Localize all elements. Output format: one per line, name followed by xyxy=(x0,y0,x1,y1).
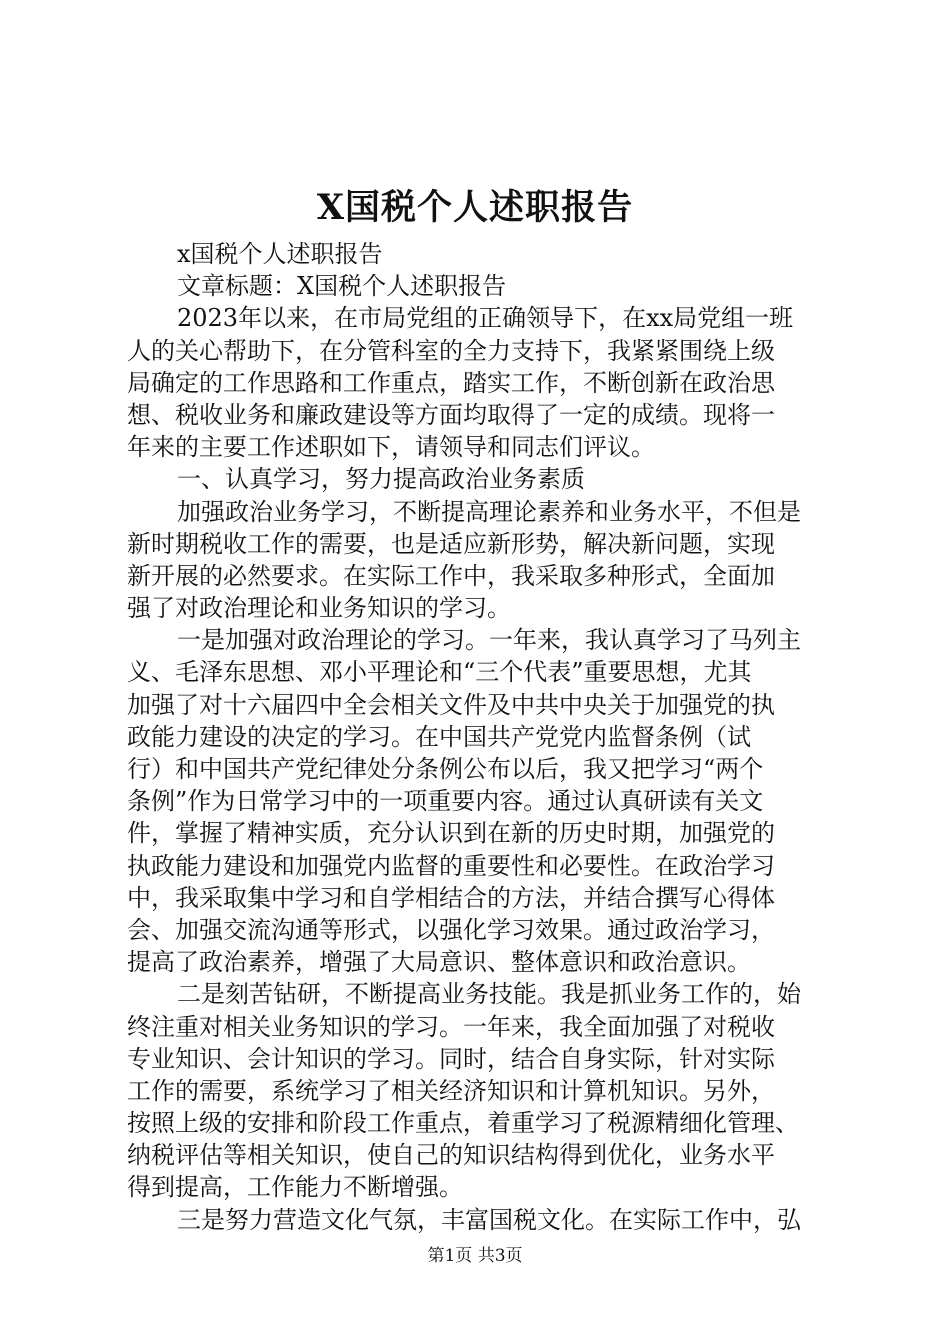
body-line: 二是刻苦钻研，不断提高业务技能。我是抓业务工作的，始 xyxy=(177,980,801,1009)
body-line: 一是加强对政治理论的学习。一年来，我认真学习了马列主 xyxy=(177,626,801,655)
body-line: 执政能力建设和加强党内监督的重要性和必要性。在政治学习 xyxy=(127,851,775,880)
body-line: 年来的主要工作述职如下，请领导和同志们评议。 xyxy=(127,433,655,462)
document-body xyxy=(127,238,827,1236)
body-line: 工作的需要，系统学习了相关经济知识和计算机知识。另外， xyxy=(127,1076,775,1105)
body-line: 专业知识、会计知识的学习。同时，结合自身实际，针对实际 xyxy=(127,1044,775,1073)
body-line: 人的关心帮助下，在分管科室的全力支持下，我紧紧围绕上级 xyxy=(127,336,775,365)
page-footer: 第1页 共3页 xyxy=(427,1246,523,1266)
body-line: 件，掌握了精神实质，充分认识到在新的历史时期，加强党的 xyxy=(127,819,775,848)
body-line: 加强政治业务学习，不断提高理论素养和业务水平，不但是 xyxy=(177,497,801,526)
body-line: 新开展的必然要求。在实际工作中，我采取多种形式，全面加 xyxy=(127,561,775,590)
body-line: 得到提高，工作能力不断增强。 xyxy=(127,1173,463,1202)
body-line: 新时期税收工作的需要，也是适应新形势，解决新问题，实现 xyxy=(127,529,775,558)
body-line: 终注重对相关业务知识的学习。一年来，我全面加强了对税收 xyxy=(127,1012,775,1041)
body-line: 局确定的工作思路和工作重点，踏实工作，不断创新在政治思 xyxy=(127,368,775,397)
body-line: 加强了对十六届四中全会相关文件及中共中央关于加强党的执 xyxy=(127,690,775,719)
body-line: 提高了政治素养，增强了大局意识、整体意识和政治意识。 xyxy=(127,948,751,977)
body-line: 想、税收业务和廉政建设等方面均取得了一定的成绩。现将一 xyxy=(127,400,775,429)
body-line: x国税个人述职报告 xyxy=(177,240,383,268)
body-line: 行）和中国共产党纪律处分条例公布以后，我又把学习“两个 xyxy=(127,755,764,783)
document-title: X国税个人述职报告 xyxy=(316,187,634,228)
body-line: 文章标题：X国税个人述职报告 xyxy=(177,272,507,301)
body-line: 按照上级的安排和阶段工作重点，着重学习了税源精细化管理、 xyxy=(127,1109,799,1138)
body-line: 2023年以来，在市局党组的正确领导下，在xx局党组一班 xyxy=(177,304,794,333)
body-line: 会、加强交流沟通等形式，以强化学习效果。通过政治学习， xyxy=(127,915,775,944)
body-line: 一、认真学习，努力提高政治业务素质 xyxy=(177,465,585,494)
body-line: 纳税评估等相关知识，使自己的知识结构得到优化，业务水平 xyxy=(127,1141,775,1170)
body-line: 强了对政治理论和业务知识的学习。 xyxy=(127,594,511,623)
body-line: 三是努力营造文化气氛，丰富国税文化。在实际工作中，弘 xyxy=(177,1205,801,1234)
body-line: 中，我采取集中学习和自学相结合的方法，并结合撰写心得体 xyxy=(127,883,775,912)
body-line: 政能力建设的决定的学习。在中国共产党党内监督条例（试 xyxy=(127,722,751,751)
body-line: 义、毛泽东思想、邓小平理论和“三个代表”重要思想，尤其 xyxy=(127,658,752,687)
body-line: 条例”作为日常学习中的一项重要内容。通过认真研读有关文 xyxy=(127,787,764,816)
